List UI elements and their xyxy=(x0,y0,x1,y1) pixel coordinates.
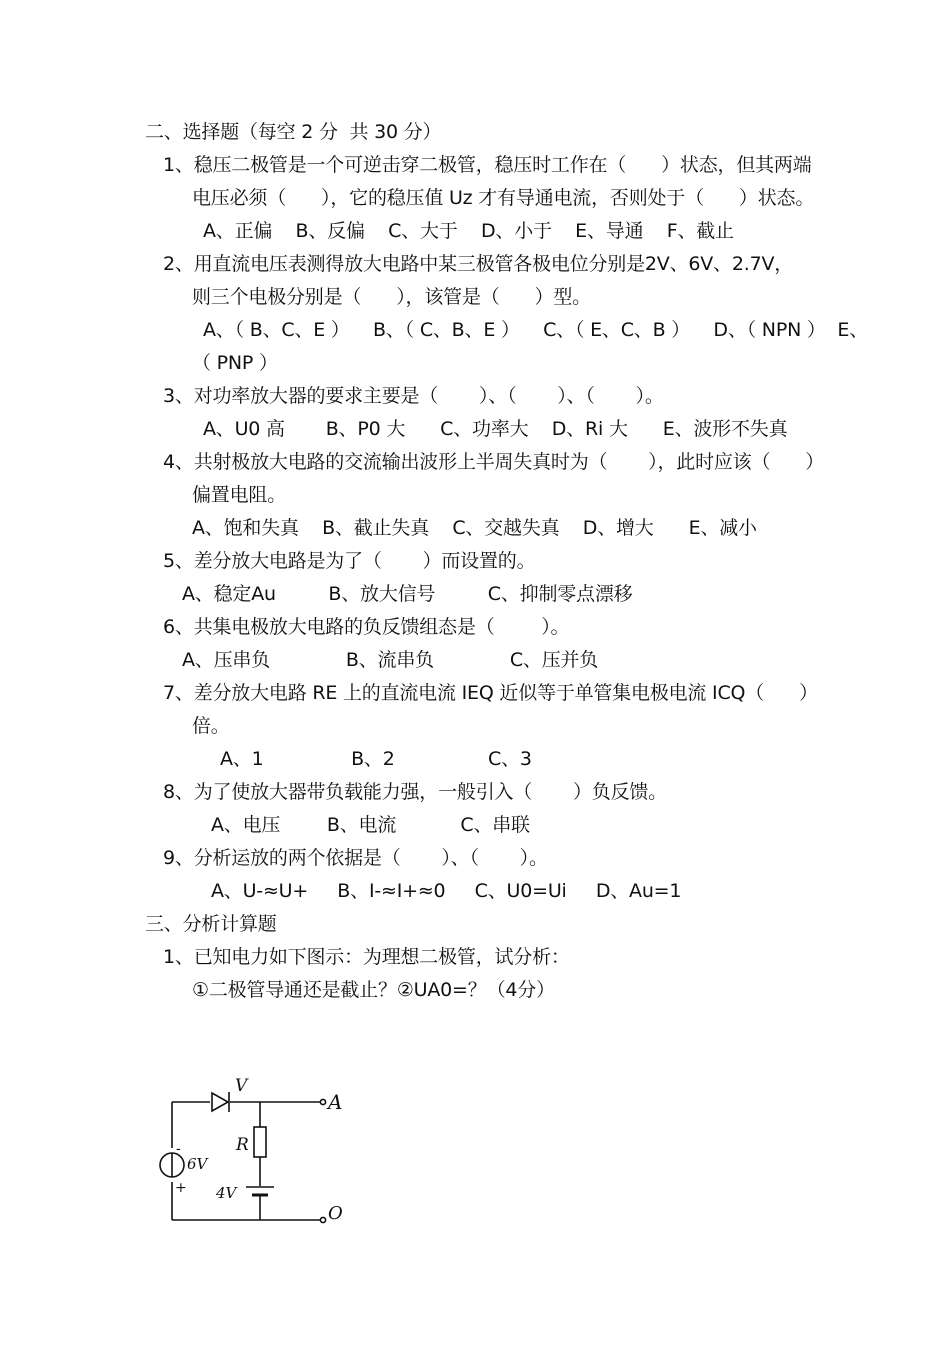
q3-options: A、U0 高 B、P0 大 C、功率大 D、Ri 大 E、波形不失真 xyxy=(203,418,788,440)
q9-line-1: 9、分析运放的两个依据是（ ）、（ ）。 xyxy=(163,847,548,869)
q6-line-1: 6、共集电极放大电路的负反馈组态是（ ）。 xyxy=(163,616,570,638)
q2-options-2: （ PNP ） xyxy=(192,352,278,374)
q7-line-2: 倍。 xyxy=(192,715,230,737)
q1-options: A、正偏 B、反偏 C、大于 D、小于 E、导通 F、截止 xyxy=(203,220,734,242)
terminal-a-label: A xyxy=(328,1090,343,1114)
source-plus-label: + xyxy=(175,1180,187,1196)
q2-line-2: 则三个电极分别是（ ），该管是（ ）型。 xyxy=(192,286,591,308)
q6-options: A、压串负 B、流串负 C、压并负 xyxy=(182,649,599,671)
section-2-heading: 二、选择题（每空 2 分 共 30 分） xyxy=(145,121,442,143)
q1-line-1: 1、稳压二极管是一个可逆击穿二极管，稳压时工作在（ ）状态，但其两端 xyxy=(163,154,812,176)
q4-line-2: 偏置电阻。 xyxy=(192,484,287,506)
s3-q1-line-1: 1、已知电力如下图示：为理想二极管，试分析： xyxy=(163,946,570,968)
circuit-diagram xyxy=(150,1070,380,1240)
terminal-a-node xyxy=(320,1099,325,1104)
diode-label: V xyxy=(235,1076,248,1096)
q9-options: A、U-≈U+ B、I-≈I+≈0 C、U0=Ui D、Au=1 xyxy=(211,880,682,902)
q7-line-1: 7、差分放大电路 RE 上的直流电流 IEQ 近似等于单管集电极电流 ICQ（ ） xyxy=(163,682,818,704)
diode-icon xyxy=(212,1093,228,1111)
q3-line-1: 3、对功率放大器的要求主要是（ ）、（ ）、（ ）。 xyxy=(163,385,664,407)
resistor-label: R xyxy=(236,1135,249,1155)
battery-label: 4V xyxy=(216,1184,237,1202)
resistor-icon xyxy=(254,1127,266,1157)
q8-line-1: 8、为了使放大器带负载能力强，一般引入（ ）负反馈。 xyxy=(163,781,667,803)
q7-options: A、1 B、2 C、3 xyxy=(220,748,532,770)
q8-options: A、电压 B、电流 C、串联 xyxy=(211,814,530,836)
q1-line-2: 电压必须（ ），它的稳压值 Uz 才有导通电流，否则处于（ ）状态。 xyxy=(192,187,815,209)
q5-options: A、稳定Au B、放大信号 C、抑制零点漂移 xyxy=(182,583,633,605)
q2-options-1: A、（ B、C、E ） B、（ C、B、E ） C、（ E、C、B ） D、（ NPN ） E、 xyxy=(203,319,869,341)
q5-line-1: 5、差分放大电路是为了（ ）而设置的。 xyxy=(163,550,536,572)
q4-options: A、饱和失真 B、截止失真 C、交越失真 D、增大 E、减小 xyxy=(192,517,757,539)
source-label: 6V xyxy=(187,1155,208,1173)
terminal-o-node xyxy=(320,1217,325,1222)
q4-line-1: 4、共射极放大电路的交流输出波形上半周失真时为（ ），此时应该（ ） xyxy=(163,451,825,473)
terminal-o-label: O xyxy=(328,1203,343,1224)
section-3-heading: 三、分析计算题 xyxy=(145,913,277,935)
q2-line-1: 2、用直流电压表测得放大电路中某三极管各极电位分别是2V、6V、2.7V， xyxy=(163,253,794,275)
s3-q1-line-2: ①二极管导通还是截止？②UA0=？（4分） xyxy=(192,979,555,1001)
source-minus-label: - xyxy=(176,1141,181,1157)
